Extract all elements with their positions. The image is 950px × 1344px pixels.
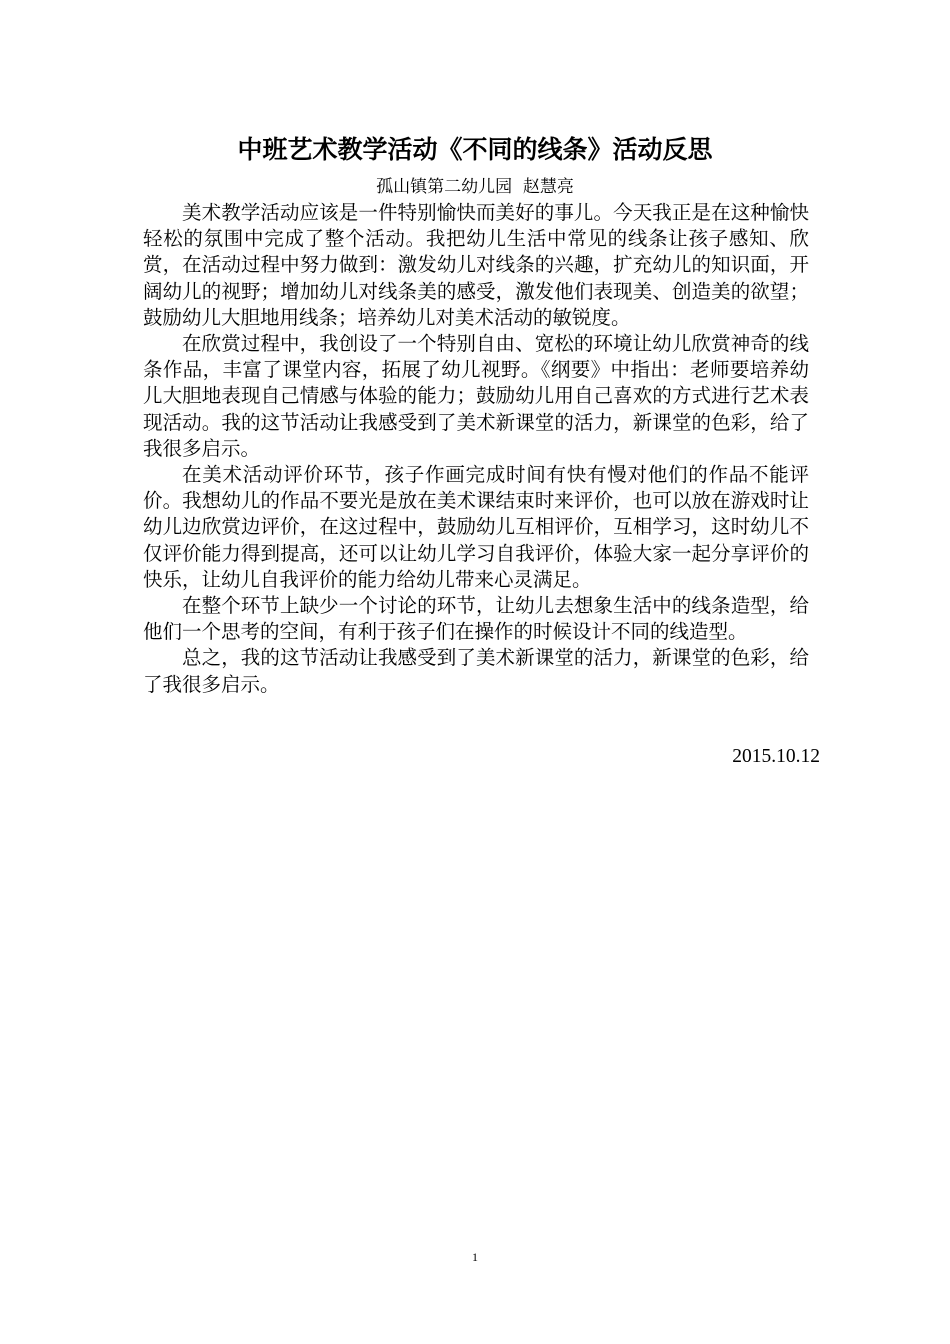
page-number: 1 (472, 1250, 478, 1264)
document-body (143, 200, 809, 698)
document-date: 2015.10.12 (732, 746, 820, 767)
paragraph-1: 美术教学活动应该是一件特别愉快而美好的事儿。今天我正是在这种愉快轻松的氛围中完成了整个活动。我把幼儿生活中常见的线条让孩子感知、欣赏，在活动过程中努力做到：激发幼儿对线条的兴趣，扩充幼儿的知识面，开阔幼儿的视野；增加幼儿对线条美的感受，激发他们表现美、创造美的欲望；鼓励幼儿大胆地用线条；培养幼儿对美术活动的敏锐度。 (143, 201, 809, 329)
paragraph-2: 在欣赏过程中，我创设了一个特别自由、宽松的环境让幼儿欣赏神奇的线条作品，丰富了课堂内容，拓展了幼儿视野。《纲要》中指出：老师要培养幼儿大胆地表现自己情感与体验的能力；鼓励幼儿用自己喜欢的方式进行艺术表现活动。我的这节活动让我感受到了美术新课堂的活力，新课堂的色彩，给了我很多启示。 (143, 332, 809, 460)
author-byline: 孤山镇第二幼儿园 赵慧亮 (376, 177, 574, 197)
paragraph-4: 在整个环节上缺少一个讨论的环节，让幼儿去想象生活中的线条造型，给他们一个思考的空间，有利于孩子们在操作的时候设计不同的线造型。 (143, 594, 809, 644)
paragraph-3: 在美术活动评价环节，孩子作画完成时间有快有慢对他们的作品不能评价。我想幼儿的作品不要光是放在美术课结束时来评价，也可以放在游戏时让幼儿边欣赏边评价，在这过程中，鼓励幼儿互相评价，互相学习，这时幼儿不仅评价能力得到提高，还可以让幼儿学习自我评价，体验大家一起分享评价的快乐，让幼儿自我评价的能力给幼儿带来心灵满足。 (143, 463, 809, 591)
document-title: 中班艺术教学活动《不同的线条》活动反思 (237, 135, 713, 164)
paragraph-5: 总之，我的这节活动让我感受到了美术新课堂的活力，新课堂的色彩，给了我很多启示。 (143, 646, 809, 696)
